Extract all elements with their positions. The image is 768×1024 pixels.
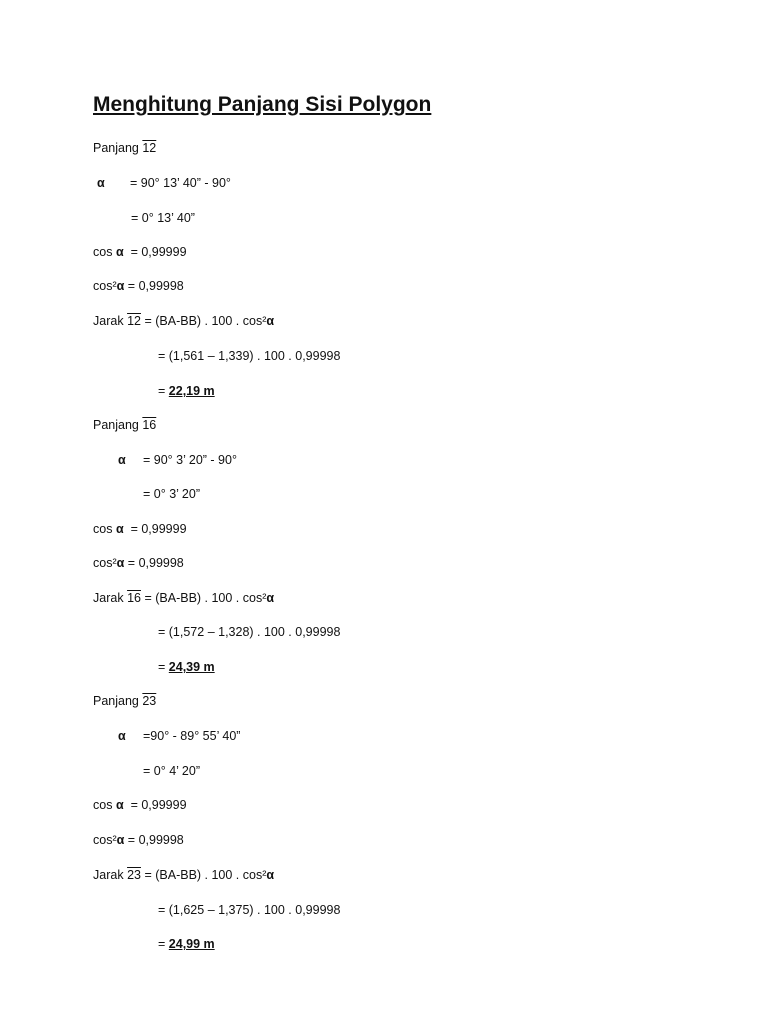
jarak-formula-line: Jarak 12 = (BA-BB) . 100 . cos²α	[93, 314, 275, 328]
calculation-line: = (1,561 – 1,339) . 100 . 0,99998	[158, 349, 341, 363]
result-value: 24,39 m	[168, 660, 215, 674]
cos-alpha-line: cos α = 0,99999	[93, 798, 187, 812]
result-value: 22,19 m	[168, 384, 215, 398]
panjang-label: Panjang	[93, 694, 139, 708]
section-3-heading	[93, 693, 156, 709]
calculation-line: = (1,625 – 1,375) . 100 . 0,99998	[158, 903, 341, 917]
segment-label: 16	[142, 418, 157, 432]
alpha-equation: = 90° 13’ 40” - 90°	[130, 176, 231, 190]
alpha-symbol: α	[118, 453, 126, 467]
result-line: = 22,19 m	[158, 384, 215, 398]
result-line: = 24,39 m	[158, 660, 215, 674]
cos2-alpha-line: cos²α = 0,99998	[93, 833, 184, 847]
result-value: 24,99 m	[168, 937, 215, 951]
jarak-formula-line: Jarak 23 = (BA-BB) . 100 . cos²α	[93, 868, 275, 882]
section-1-heading	[93, 140, 156, 156]
alpha-equation: =90° - 89° 55’ 40”	[143, 729, 241, 743]
result-line: = 24,99 m	[158, 937, 215, 951]
cos2-alpha-line: cos²α = 0,99998	[93, 279, 184, 293]
alpha-result: = 0° 13’ 40”	[131, 211, 195, 225]
alpha-symbol: α	[118, 729, 126, 743]
cos2-alpha-line: cos²α = 0,99998	[93, 556, 184, 570]
section-2-heading	[93, 417, 156, 433]
cos-alpha-line: cos α = 0,99999	[93, 522, 187, 536]
calculation-line: = (1,572 – 1,328) . 100 . 0,99998	[158, 625, 341, 639]
segment-label: 12	[142, 141, 157, 155]
alpha-symbol: α	[97, 176, 105, 190]
cos-alpha-line: cos α = 0,99999	[93, 245, 187, 259]
panjang-label: Panjang	[93, 418, 139, 432]
alpha-result: = 0° 4’ 20”	[143, 764, 201, 778]
jarak-formula-line: Jarak 16 = (BA-BB) . 100 . cos²α	[93, 591, 275, 605]
alpha-equation: = 90° 3’ 20” - 90°	[143, 453, 237, 467]
segment-label: 23	[142, 694, 157, 708]
document-title: Menghitung Panjang Sisi Polygon	[93, 93, 432, 116]
panjang-label: Panjang	[93, 141, 139, 155]
alpha-result: = 0° 3’ 20”	[143, 487, 201, 501]
